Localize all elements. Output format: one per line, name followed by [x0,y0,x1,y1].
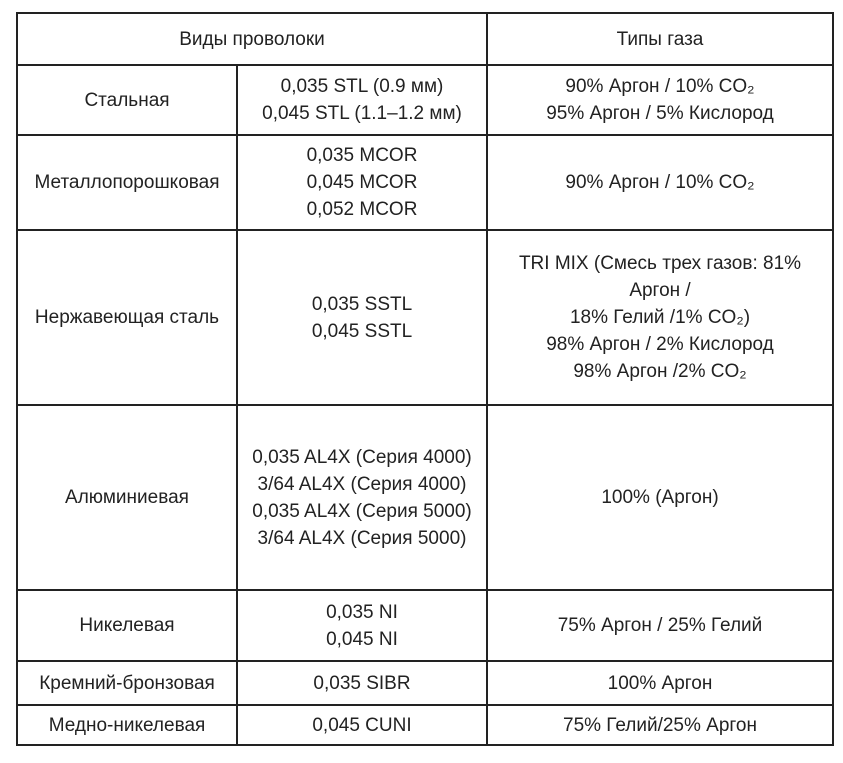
wire-type-cell: Медно-никелевая [17,705,237,745]
gas-types-cell [487,705,833,745]
wire-type-cell: Никелевая [17,590,237,661]
gas-type-line: 95% Аргон / 5% Кислород [546,103,774,124]
wire-size-line: 0,045 MCOR [306,172,418,193]
wire-sizes-cell [237,661,487,705]
gas-types-cell [487,590,833,661]
wire-type-cell: Кремний-бронзовая [17,661,237,705]
gas-type-line: 75% Аргон / 25% Гелий [557,615,763,636]
wire-sizes-cell [237,405,487,590]
wire-sizes-cell [237,705,487,745]
gas-type-line: 98% Аргон / 2% Кислород [546,334,774,355]
wire-size-line: 3/64 AL4X (Серия 5000) [257,527,467,549]
table-row-silicon-bronze [17,661,833,705]
wire-size-line: 0,045 STL (1.1–1.2 мм) [262,103,462,124]
wire-type-cell: Нержавеющая сталь [17,230,237,405]
wire-sizes-cell [237,590,487,661]
wire-size-line: 0,035 SSTL [311,293,413,315]
wire-sizes-cell [237,135,487,230]
gas-types-cell [487,661,833,705]
gas-types-cell [487,230,833,405]
gas-type-line: TRI MIX (Смесь трех газов: 81% [518,253,802,274]
table-row-stainless [17,230,833,405]
wire-type-cell: Алюминиевая [17,405,237,590]
gas-types-cell [487,405,833,590]
wire-type-cell: Стальная [17,65,237,135]
wire-size-line: 0,035 AL4X (Серия 5000) [252,500,472,522]
gas-types-cell [487,65,833,135]
gas-type-line: 100% Аргон [607,672,713,694]
header-wire-types: Виды проволоки [17,13,487,65]
table-row-metal-core [17,135,833,230]
gas-types-cell [487,135,833,230]
wire-type-cell: Металлопорошковая [17,135,237,230]
table-row-steel [17,65,833,135]
wire-sizes-cell [237,230,487,405]
wire-size-line: 0,045 SSTL [311,320,413,342]
wire-size-line: 0,035 AL4X (Серия 4000) [252,446,472,468]
gas-type-line: 98% Аргон /2% CO₂ [573,361,747,382]
table-header-row [17,13,833,65]
wire-size-line: 0,052 MCOR [306,199,418,220]
wire-size-line: 3/64 AL4X (Серия 4000) [257,473,467,495]
gas-type-line: 90% Аргон / 10% CO₂ [565,76,755,97]
table-row-aluminum [17,405,833,590]
wire-gas-table [16,12,834,746]
wire-size-line: 0,045 CUNI [312,714,412,736]
wire-size-line: 0,035 SIBR [313,672,411,694]
gas-type-line: 18% Гелий /1% CO₂) [569,307,751,328]
header-gas-types: Типы газа [487,13,833,65]
wire-size-line: 0,035 MCOR [306,145,418,166]
wire-size-line: 0,045 NI [326,628,398,650]
gas-type-line: 75% Гелий/25% Аргон [563,714,757,736]
wire-size-line: 0,035 STL (0.9 мм) [280,76,444,97]
table-row-copper-nickel [17,705,833,745]
wire-size-line: 0,035 NI [326,601,398,623]
table-row-nickel [17,590,833,661]
gas-type-line: 90% Аргон / 10% CO₂ [565,172,755,193]
gas-type-line: Аргон / [629,280,691,301]
wire-sizes-cell [237,65,487,135]
gas-type-line: 100% (Аргон) [601,487,719,508]
